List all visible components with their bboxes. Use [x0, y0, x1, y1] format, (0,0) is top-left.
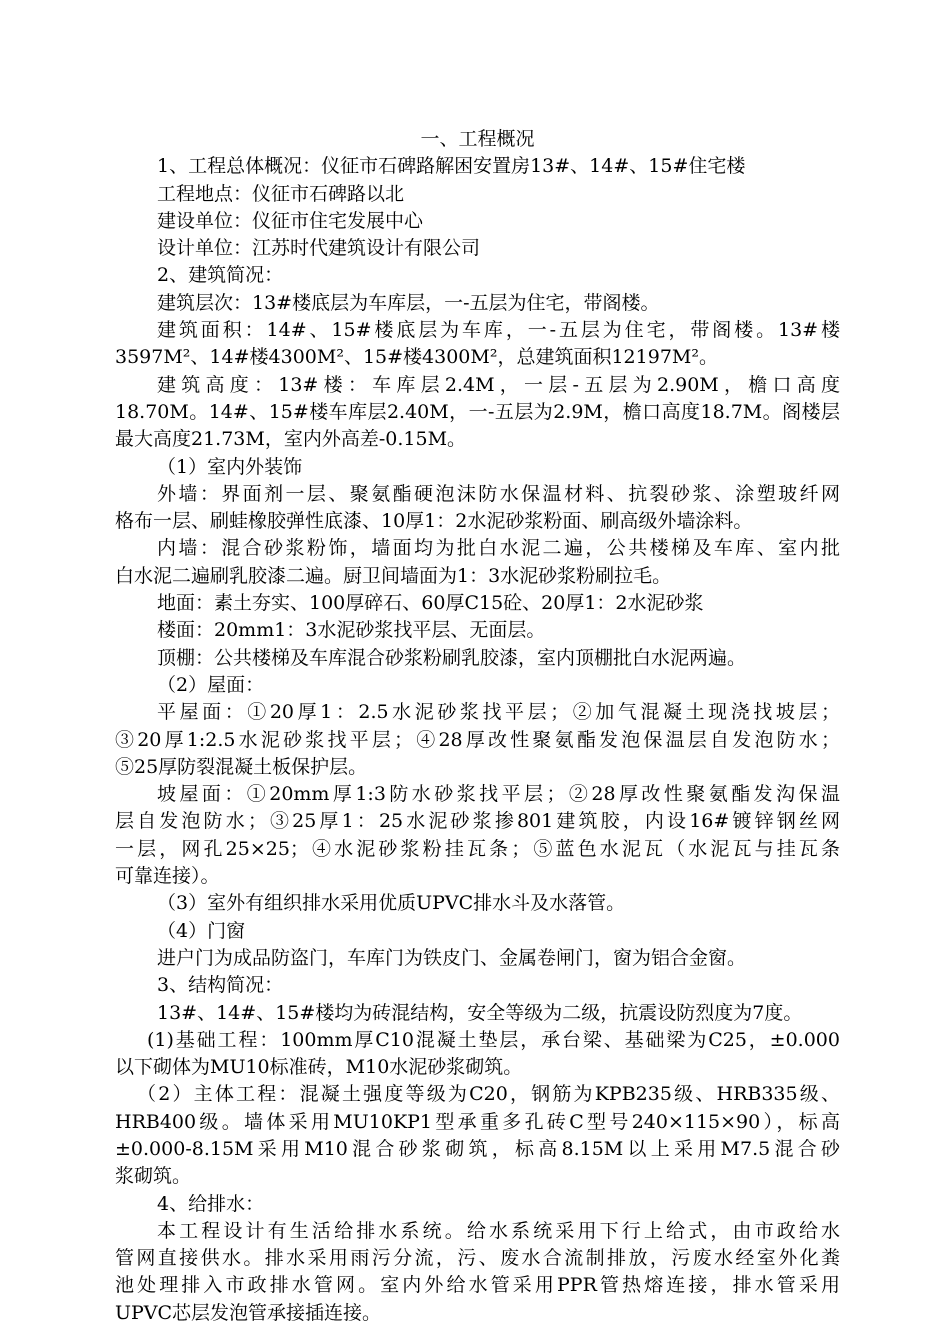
text-line: 2、建筑简况： [157, 264, 284, 287]
text-line: 进户门为成品防盗门，车库门为铁皮门、金属卷闸门，窗为铝合金窗。 [157, 946, 747, 969]
text-line: 建筑高度：13#楼：车库层2.4M，一层-五层为2.90M，檐口高度 [157, 373, 840, 396]
document-title: 一、工程概况 [420, 128, 535, 150]
text-line: （2）主体工程：混凝土强度等级为C20，钢筋为KPB235级、HRB335级、 [137, 1083, 840, 1106]
text-line: UPVC芯层发泡管承接插连接。 [115, 1301, 382, 1324]
text-line: ±0.000-8.15M采用M10混合砂浆砌筑，标高8.15M以上采用M7.5混合砂 [115, 1137, 840, 1160]
text-line: 格布一层、刷蛙橡胶弹性底漆、10厚1：2水泥砂浆粉面、刷高级外墙涂料。 [115, 510, 753, 533]
text-line: 以下砌体为MU10标准砖，M10水泥砂浆砌筑。 [115, 1056, 523, 1079]
text-line: （4）门窗 [157, 919, 246, 942]
text-line: 1、工程总体概况：仪征市石碑路解困安置房13#、14#、15#住宅楼 [157, 155, 746, 178]
text-line: 外墙：界面剂一层、聚氨酯硬泡沫防水保温材料、抗裂砂浆、涂塑玻纤网 [157, 482, 840, 505]
text-line: （2）屋面： [157, 673, 265, 696]
text-line: 设计单位：江苏时代建筑设计有限公司 [157, 237, 481, 260]
text-line: 顶棚：公共楼梯及车库混合砂浆粉刷乳胶漆，室内顶棚批白水泥两遍。 [157, 646, 747, 669]
text-line: 3597M²、14#楼4300M²、15#楼4300M²，总建筑面积12197M²。 [115, 346, 718, 369]
text-line: （1）室内外装饰 [157, 455, 303, 478]
text-line: 地面：素土夯实、100厚碎石、60厚C15砼、20厚1：2水泥砂浆 [157, 592, 704, 615]
text-line: 建筑层次：13#楼底层为车库层，一-五层为住宅，带阁楼。 [157, 291, 660, 314]
text-line: 13#、14#、15#楼均为砖混结构，安全等级为二级，抗震设防烈度为7度。 [157, 1001, 803, 1024]
text-line: 3、结构简况： [157, 974, 284, 997]
text-line: HRB400级。墙体采用MU10KP1型承重多孔砖C型号240×115×90），标高 [115, 1110, 840, 1133]
text-line: 4、给排水： [157, 1192, 265, 1215]
text-line: 工程地点：仪征市石碑路以北 [157, 182, 405, 205]
text-line: 池处理排入市政排水管网。室内外给水管采用PPR管热熔连接，排水管采用 [115, 1274, 840, 1297]
text-line: （3）室外有组织排水采用优质UPVC排水斗及水落管。 [157, 892, 626, 915]
text-line: 管网直接供水。排水采用雨污分流，污、废水合流制排放，污废水经室外化粪 [115, 1247, 840, 1270]
text-line: 18.70M。14#、15#楼车库层2.40M，一-五层为2.9M，檐口高度18.7M。阁楼层 [115, 400, 840, 423]
text-line: 建设单位：仪征市住宅发展中心 [157, 209, 424, 232]
text-line: 白水泥二遍刷乳胶漆二遍。厨卫间墙面为1：3水泥砂浆粉刷拉毛。 [115, 564, 672, 587]
text-line: 楼面：20mm1：3水泥砂浆找平层、无面层。 [157, 619, 546, 642]
text-line: ③20厚1:2.5水泥砂浆找平层；④28厚改性聚氨酯发泡保温层自发泡防水； [115, 728, 840, 751]
text-line: 可靠连接）。 [115, 865, 220, 888]
text-line: 最大高度21.73M，室内外高差-0.15M。 [115, 428, 467, 451]
text-line: 一层，网孔25×25；④水泥砂浆粉挂瓦条；⑤蓝色水泥瓦（水泥瓦与挂瓦条 [115, 837, 840, 860]
text-line: 浆砌筑。 [115, 1165, 192, 1188]
text-line: ⑤25厚防裂混凝土板保护层。 [115, 755, 368, 778]
text-line: 本工程设计有生活给排水系统。给水系统采用下行上给式，由市政给水 [157, 1219, 840, 1242]
text-line: 内墙：混合砂浆粉饰，墙面均为批白水泥二遍，公共楼梯及车库、室内批 [157, 537, 840, 560]
text-line: 平屋面：①20厚1：2.5水泥砂浆找平层；②加气混凝土现浇找坡层； [157, 701, 840, 724]
text-line: (1)基础工程：100mm厚C10混凝土垫层，承台梁、基础梁为C25，±0.000 [147, 1028, 840, 1051]
text-line: 层自发泡防水；③25厚1：25水泥砂浆掺801建筑胶，内设16#镀锌钢丝网 [115, 810, 840, 833]
text-line: 建筑面积：14#、15#楼底层为车库，一-五层为住宅，带阁楼。13#楼 [157, 319, 840, 342]
text-line: 坡屋面：①20mm厚1:3防水砂浆找平层；②28厚改性聚氨酯发沟保温 [157, 783, 840, 806]
document-page [115, 126, 840, 1327]
